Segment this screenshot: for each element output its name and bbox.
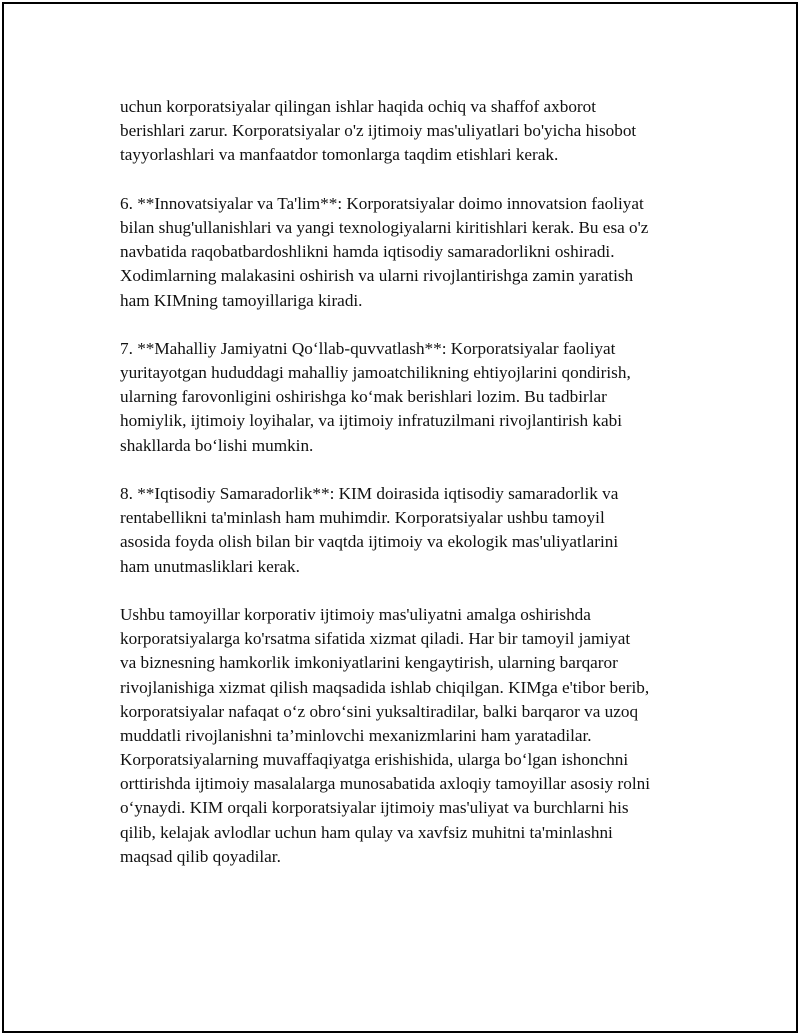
paragraph-innovation — [120, 192, 720, 313]
text-line: ham KIMning tamoyillariga kiradi. — [120, 290, 363, 310]
paragraph-economic-efficiency — [120, 482, 720, 579]
text-line: bilan shug'ullanishlari va yangi texnologiyalarni kiritishlari kerak. Bu esa o'z — [120, 217, 649, 237]
document-body — [120, 95, 720, 893]
text-line: navbatida raqobatbardoshlikni hamda iqtisodiy samaradorlikni oshiradi. — [120, 242, 615, 262]
text-line: 8. **Iqtisodiy Samaradorlik**: KIM doirasida iqtisodiy samaradorlik va — [120, 484, 619, 503]
text-line: yuritayotgan hududdagi mahalliy jamoatchilikning ehtiyojlarini qondirish, — [120, 363, 631, 383]
paragraph-transparency — [120, 95, 720, 168]
text-line: korporatsiyalar nafaqat o‘z obro‘sini yuksaltiradilar, balki barqaror va uzoq — [120, 701, 639, 721]
text-line: maqsad qilib qoyadilar. — [120, 846, 281, 866]
text-line: rentabellikni ta'minlash ham muhimdir. Korporatsiyalar ushbu tamoyil — [120, 508, 605, 528]
text-line: 6. **Innovatsiyalar va Ta'lim**: Korporatsiyalar doimo innovatsion faoliyat — [120, 193, 644, 213]
text-line: Korporatsiyalarning muvaffaqiyatga erishishida, ularga bo‘lgan ishonchni — [120, 750, 629, 770]
text-line: muddatli rivojlanishni ta’minlovchi mexanizmlarini ham yaratadilar. — [120, 725, 592, 745]
text-line: qilib, kelajak avlodlar uchun ham qulay va xavfsiz muhitni ta'minlashni — [120, 822, 613, 842]
paragraph-community-support — [120, 337, 720, 458]
text-line: homiylik, ijtimoiy loyihalar, va ijtimoiy infratuzilmani rivojlantirish kabi — [120, 411, 622, 431]
text-line: asosida foyda olish bilan bir vaqtda ijtimoiy va ekologik mas'uliyatlarini — [120, 532, 619, 552]
text-line: o‘ynaydi. KIM orqali korporatsiyalar ijtimoiy mas'uliyat va burchlarni his — [120, 798, 629, 818]
text-line: korporatsiyalarga ko'rsatma sifatida xizmat qiladi. Har bir tamoyil jamiyat — [120, 629, 631, 649]
text-line: va biznesning hamkorlik imkoniyatlarini kengaytirish, ularning barqaror — [120, 653, 618, 673]
text-line: berishlari zarur. Korporatsiyalar o'z ijtimoiy mas'uliyatlari bo'yicha hisobot — [120, 121, 637, 141]
text-line: rivojlanishiga xizmat qilish maqsadida ishlab chiqilgan. KIMga e'tibor berib, — [120, 677, 650, 697]
text-line: orttirishda ijtimoiy masalalarga munosabatida axloqiy tamoyillar asosiy rolni — [120, 774, 651, 794]
page-frame — [2, 2, 798, 1033]
text-line: uchun korporatsiyalar qilingan ishlar haqida ochiq va shaffof axborot — [120, 97, 597, 116]
text-line: 7. **Mahalliy Jamiyatni Qo‘llab-quvvatlash**: Korporatsiyalar faoliyat — [120, 338, 616, 358]
text-line: Xodimlarning malakasini oshirish va ularni rivojlantirishga zamin yaratish — [120, 266, 634, 286]
text-line: tayyorlashlari va manfaatdor tomonlarga taqdim etishlari kerak. — [120, 145, 559, 165]
text-line: ularning farovonligini oshirishga ko‘mak berishlari lozim. Bu tadbirlar — [120, 387, 607, 407]
paragraph-conclusion — [120, 603, 720, 869]
text-line: shakllarda bo‘lishi mumkin. — [120, 435, 314, 455]
text-line: Ushbu tamoyillar korporativ ijtimoiy mas'uliyatni amalga oshirishda — [120, 604, 591, 624]
text-line: ham unutmasliklari kerak. — [120, 556, 300, 576]
